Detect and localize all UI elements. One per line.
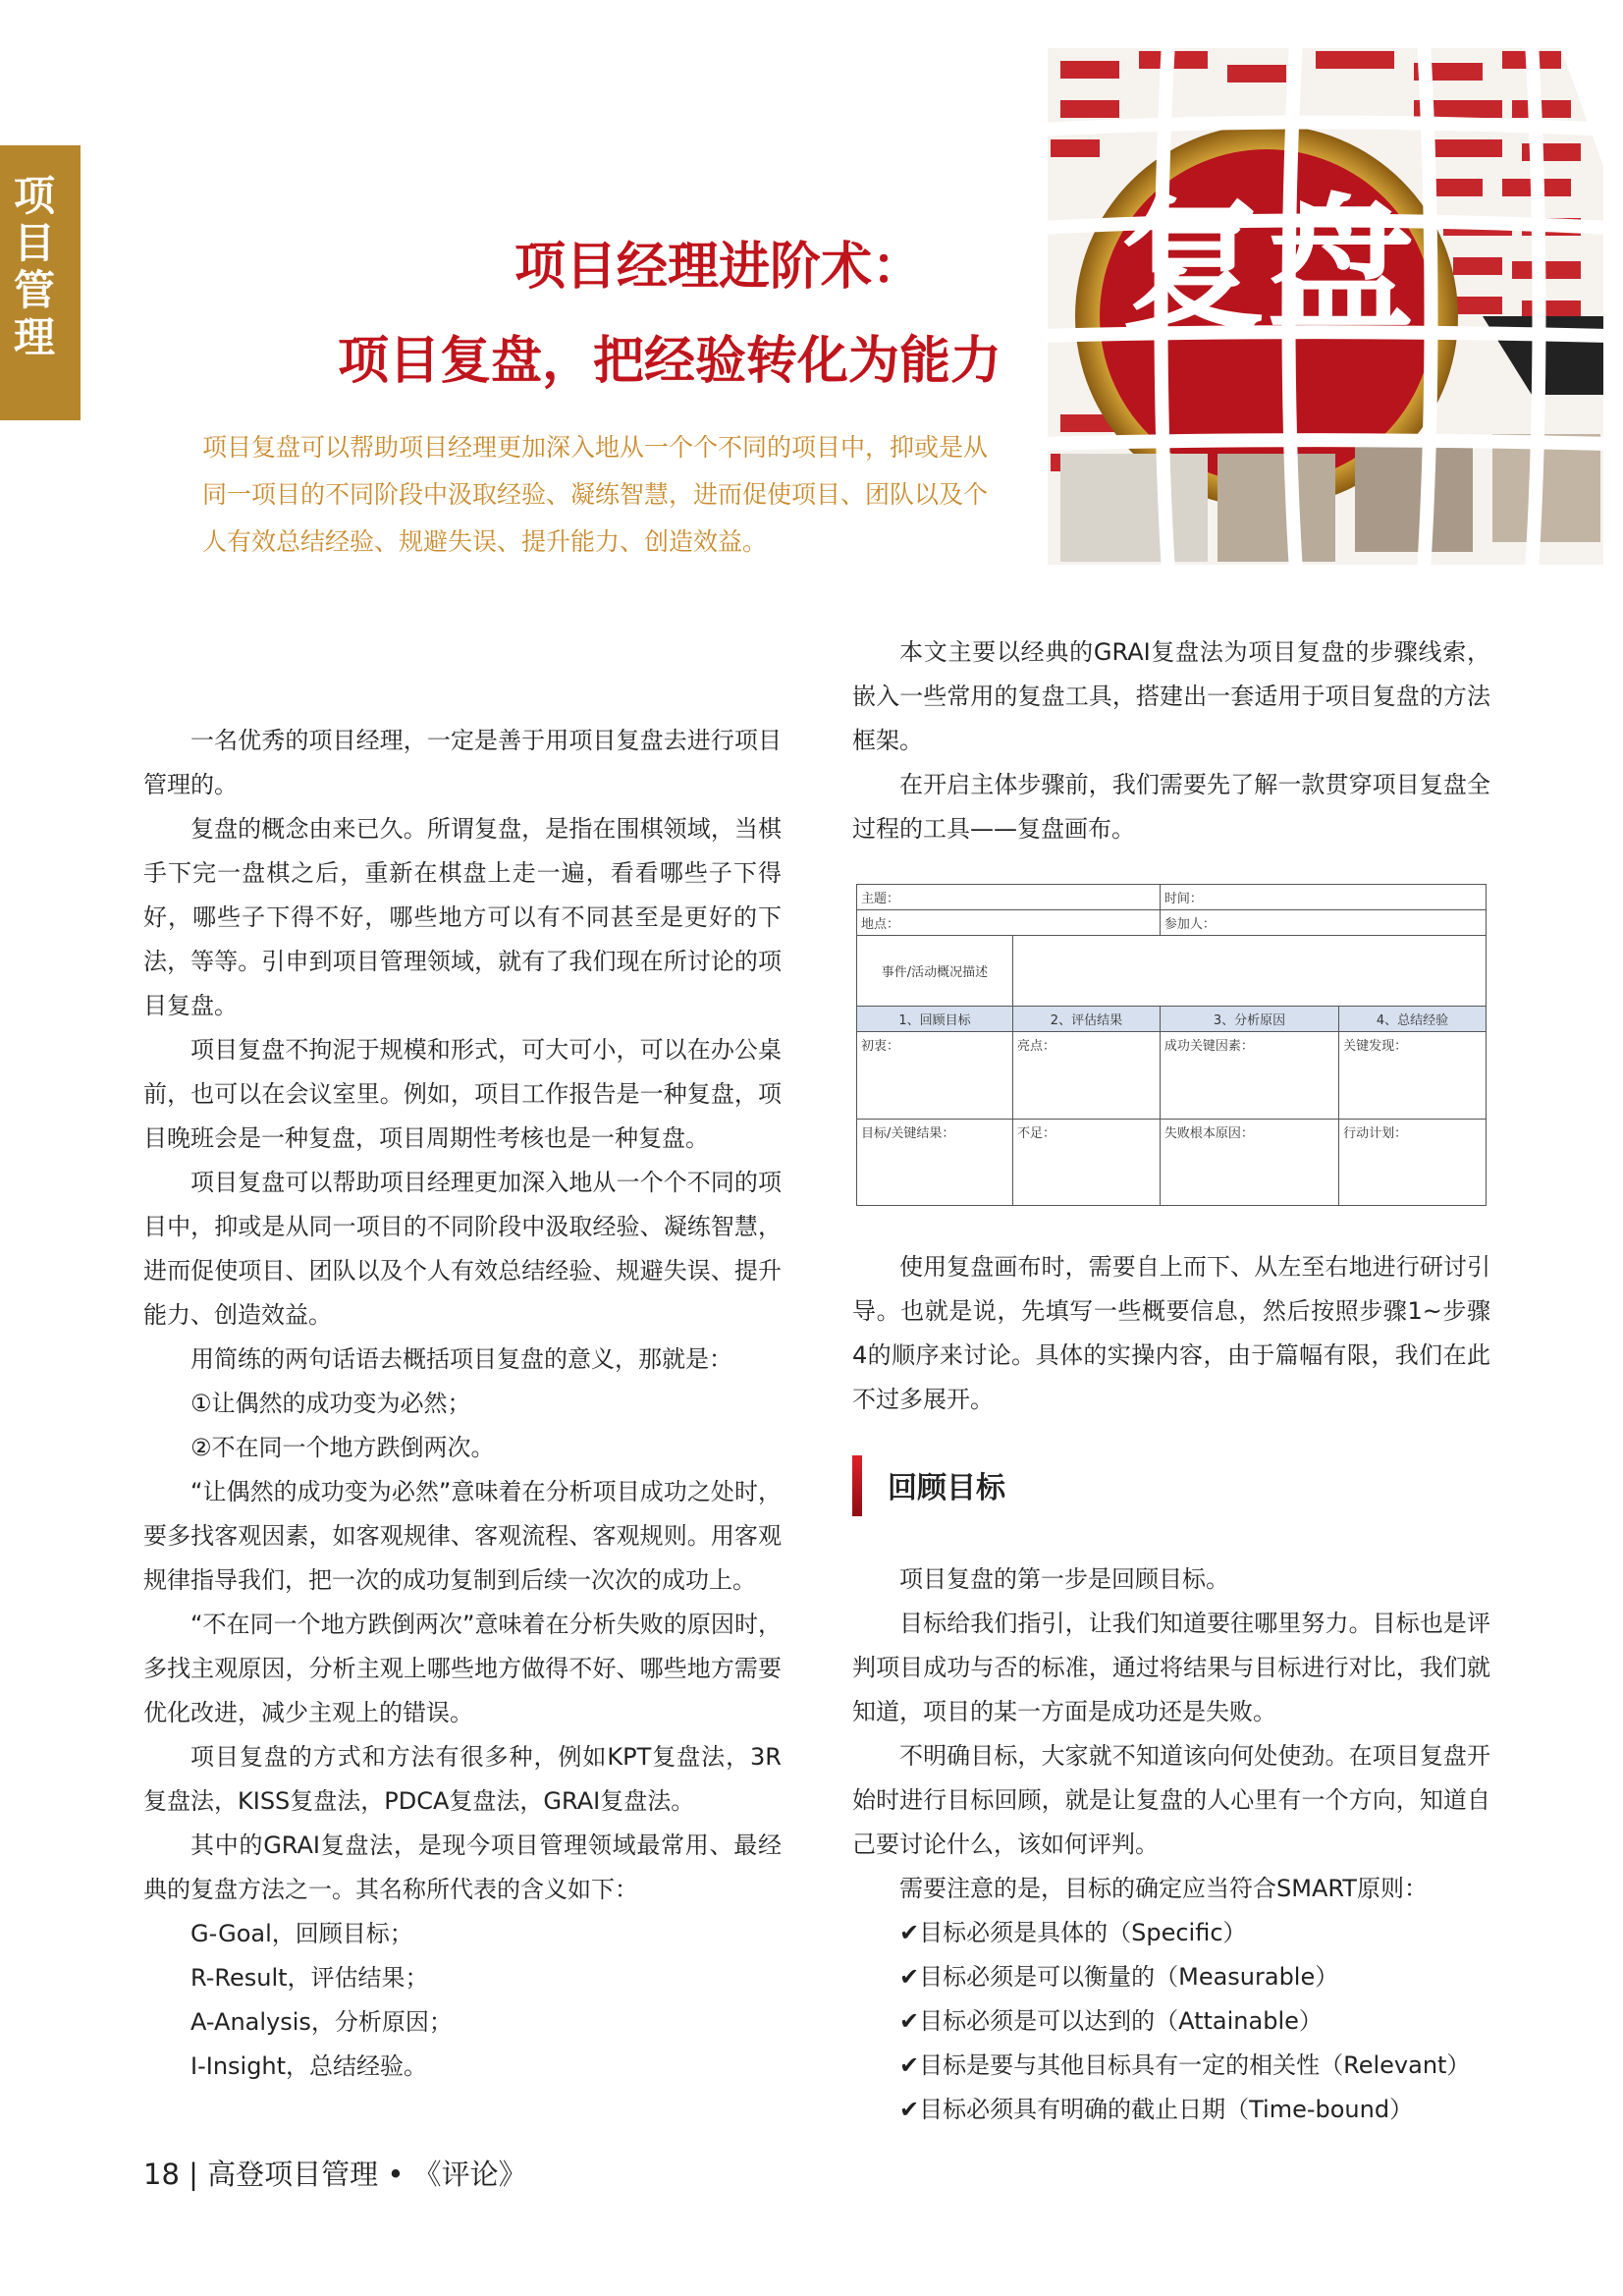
- smart-item: ✔目标是要与其他目标具有一定的相关性（Relevant）: [899, 2051, 1471, 2079]
- canvas-participants: 参加人：: [1160, 910, 1486, 936]
- section-heading: [852, 1455, 1147, 1516]
- canvas-cell: 亮点：: [1013, 1032, 1161, 1119]
- canvas-step: 4、总结经验: [1339, 1007, 1487, 1032]
- canvas-subject: 主题：: [857, 885, 1161, 910]
- canvas-cell: 目标/关键结果：: [857, 1119, 1013, 1205]
- article-lead: 项目复盘可以帮助项目经理更加深入地从一个个不同的项目中，抑或是从同一项目的不同阶段中汲取经验、凝练智慧，进而促使项目、团队以及个人有效总结经验、规避失误、提升能力、创造效益。: [202, 433, 989, 556]
- canvas-event-desc: 事件/活动概况描述: [857, 936, 1013, 1007]
- paragraph: 用简练的两句话语去概括项目复盘的意义，那就是：: [190, 1345, 732, 1373]
- right-column-intro: [852, 630, 1490, 851]
- page-footer: 18 | 高登项目管理 • 《评论》: [143, 2158, 527, 2191]
- canvas-cell: 行动计划：: [1339, 1119, 1487, 1205]
- article-title-line2: 项目复盘，把经验转化为能力: [337, 332, 1001, 391]
- paragraph: 项目复盘可以帮助项目经理更加深入地从一个个不同的项目中，抑或是从同一项目的不同阶段中汲取经验、凝练智慧，进而促使项目、团队以及个人有效总结经验、规避失误、提升能力、创造效益。: [143, 1169, 782, 1329]
- paragraph: 一名优秀的项目经理，一定是善于用项目复盘去进行项目管理的。: [143, 727, 782, 798]
- canvas-cell: 成功关键因素：: [1160, 1032, 1338, 1119]
- right-column-section: [852, 1558, 1490, 2132]
- paragraph: “不在同一个地方跌倒两次”意味着在分析失败的原因时，多找主观原因，分析主观上哪些地方做得不好、哪些地方需要优化改进，减少主观上的错误。: [143, 1611, 782, 1726]
- list-item: ①让偶然的成功变为必然；: [190, 1390, 471, 1417]
- smart-item: ✔目标必须具有明确的截止日期（Time-bound）: [899, 2096, 1414, 2123]
- section-tab-label: 项目管理: [13, 172, 55, 361]
- paragraph: 不明确目标，大家就不知道该向何处使劲。在项目复盘开始时进行目标回顾，就是让复盘的人心里有一个方向，知道自己要讨论什么，该如何评判。: [852, 1742, 1490, 1858]
- section-heading-bar: [852, 1455, 862, 1516]
- paragraph: 在开启主体步骤前，我们需要先了解一款贯穿项目复盘全过程的工具——复盘画布。: [852, 771, 1490, 843]
- paragraph: 复盘的概念由来已久。所谓复盘，是指在围棋领域，当棋手下完一盘棋之后，重新在棋盘上走一遍，看看哪些子下得好，哪些子下得不好，哪些地方可以有不同甚至是更好的下法，等等。引申到项目管理领域，就有了我们现在所讨论的项目复盘。: [143, 815, 782, 1019]
- smart-item: ✔目标必须是可以达到的（Attainable）: [899, 2007, 1323, 2035]
- smart-item: ✔目标必须是具体的（Specific）: [899, 1919, 1247, 1946]
- list-item: R-Result，评估结果；: [190, 1964, 429, 1992]
- hero-cube-illustration: [1021, 22, 1622, 572]
- canvas-place: 地点：: [857, 910, 1161, 936]
- list-item: A-Analysis，分析原因；: [190, 2008, 453, 2036]
- canvas-step: 2、评估结果: [1013, 1007, 1161, 1032]
- list-item: I-Insight，总结经验。: [190, 2052, 428, 2080]
- paragraph: 其中的GRAI复盘法，是现今项目管理领域最常用、最经典的复盘方法之一。其名称所代表的含义如下：: [143, 1831, 782, 1903]
- paragraph: 项目复盘的方式和方法有很多种，例如KPT复盘法，3R复盘法，KISS复盘法，PDCA复盘法，GRAI复盘法。: [143, 1743, 782, 1815]
- left-column: [143, 719, 782, 2089]
- paragraph: 本文主要以经典的GRAI复盘法为项目复盘的步骤线索，嵌入一些常用的复盘工具，搭建出一套适用于项目复盘的方法框架。: [852, 638, 1490, 754]
- paragraph: 使用复盘画布时，需要自上而下、从左至右地进行研讨引导。也就是说，先填写一些概要信息，然后按照步骤1~步骤4的顺序来讨论。具体的实操内容，由于篇幅有限，我们在此不过多展开。: [852, 1253, 1490, 1413]
- paragraph: 目标给我们指引，让我们知道要往哪里努力。目标也是评判项目成功与否的标准，通过将结果与目标进行对比，我们就知道，项目的某一方面是成功还是失败。: [852, 1610, 1490, 1725]
- canvas-step: 3、分析原因: [1160, 1007, 1338, 1032]
- section-heading-text: 回顾目标: [888, 1471, 1005, 1505]
- article-title-line1: 项目经理进阶术：: [514, 238, 923, 297]
- hero-big-text: 复盘: [1118, 181, 1415, 352]
- canvas-cell: 不足：: [1013, 1119, 1161, 1205]
- paragraph: 项目复盘不拘泥于规模和形式，可大可小，可以在办公桌前，也可以在会议室里。例如，项目工作报告是一种复盘，项目晚班会是一种复盘，项目周期性考核也是一种复盘。: [143, 1036, 782, 1152]
- smart-item: ✔目标必须是可以衡量的（Measurable）: [899, 1963, 1339, 1991]
- right-column-after-table: [852, 1245, 1490, 1422]
- canvas-cell: 初衷：: [857, 1032, 1013, 1119]
- paragraph: “让偶然的成功变为必然”意味着在分析项目成功之处时，要多找客观因素，如客观规律、客观流程、客观规则。用客观规律指导我们，把一次的成功复制到后续一次次的成功上。: [143, 1478, 782, 1594]
- review-canvas-table: [856, 884, 1487, 1206]
- paragraph: 项目复盘的第一步是回顾目标。: [899, 1565, 1229, 1593]
- list-item: ②不在同一个地方跌倒两次。: [190, 1434, 495, 1461]
- list-item: G-Goal，回顾目标；: [190, 1920, 413, 1947]
- paragraph: 需要注意的是，目标的确定应当符合SMART原则：: [899, 1875, 1428, 1902]
- canvas-cell: 关键发现：: [1339, 1032, 1487, 1119]
- section-tab: [0, 145, 81, 420]
- canvas-cell: 失败根本原因：: [1160, 1119, 1338, 1205]
- canvas-step: 1、回顾目标: [857, 1007, 1013, 1032]
- canvas-time: 时间：: [1160, 885, 1486, 910]
